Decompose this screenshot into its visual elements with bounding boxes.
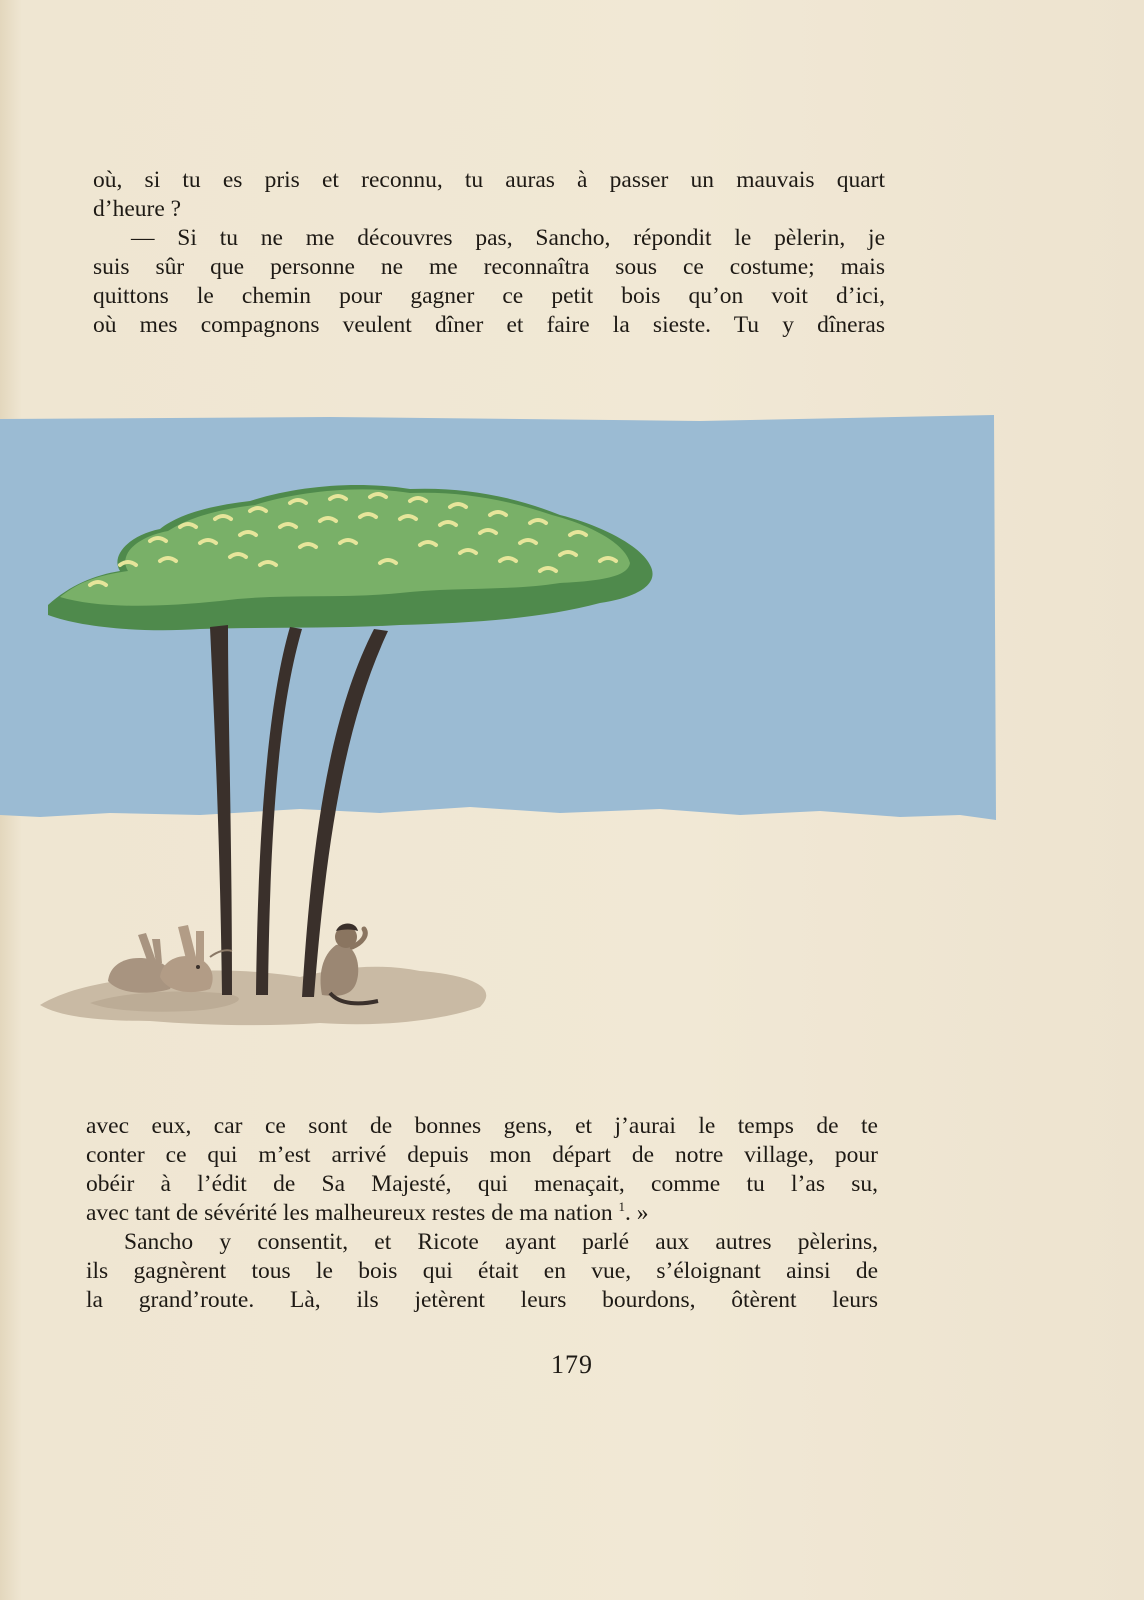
text-line: avec tant de sévérité les malheureux restes de ma nation [86,1200,613,1226]
text-line: obéir à l’édit de Sa Majesté, qui menaçait, comme tu l’as su, [86,1171,878,1197]
quote-close: . » [624,1200,649,1226]
text-line: conter ce qui m’est arrivé depuis mon départ de notre village, pour [86,1142,878,1168]
text-line: quittons le chemin pour gagner ce petit bois qu’on voit d’ici, [93,283,885,309]
text-line: la grand’route. Là, ils jetèrent leurs bourdons, ôtèrent leurs [86,1287,878,1313]
text-line: où mes compagnons veulent dîner et faire la sieste. Tu y dîneras [93,312,885,338]
text-line: ils gagnèrent tous le bois qui était en vue, s’éloignant ainsi de [86,1258,878,1284]
text-line: d’heure ? [93,196,182,222]
page-number: 179 [551,1350,593,1379]
text-line: avec eux, car ce sont de bonnes gens, et j’aurai le temps de te [86,1113,878,1139]
tree-illustration [0,415,1144,1065]
text-line: — Si tu ne me découvres pas, Sancho, répondit le pèlerin, je [131,225,885,251]
text-line: Sancho y consentit, et Ricote ayant parlé aux autres pèlerins, [124,1229,878,1255]
footnote-ref[interactable]: 1 [618,1199,625,1215]
top-paragraph [93,166,885,340]
text-line: suis sûr que personne ne me reconnaîtra sous ce costume; mais [93,254,885,280]
text-line: où, si tu es pris et reconnu, tu auras à passer un mauvais quart [93,167,885,193]
text-line-with-footnote [86,1199,878,1228]
bottom-paragraph [86,1112,878,1315]
